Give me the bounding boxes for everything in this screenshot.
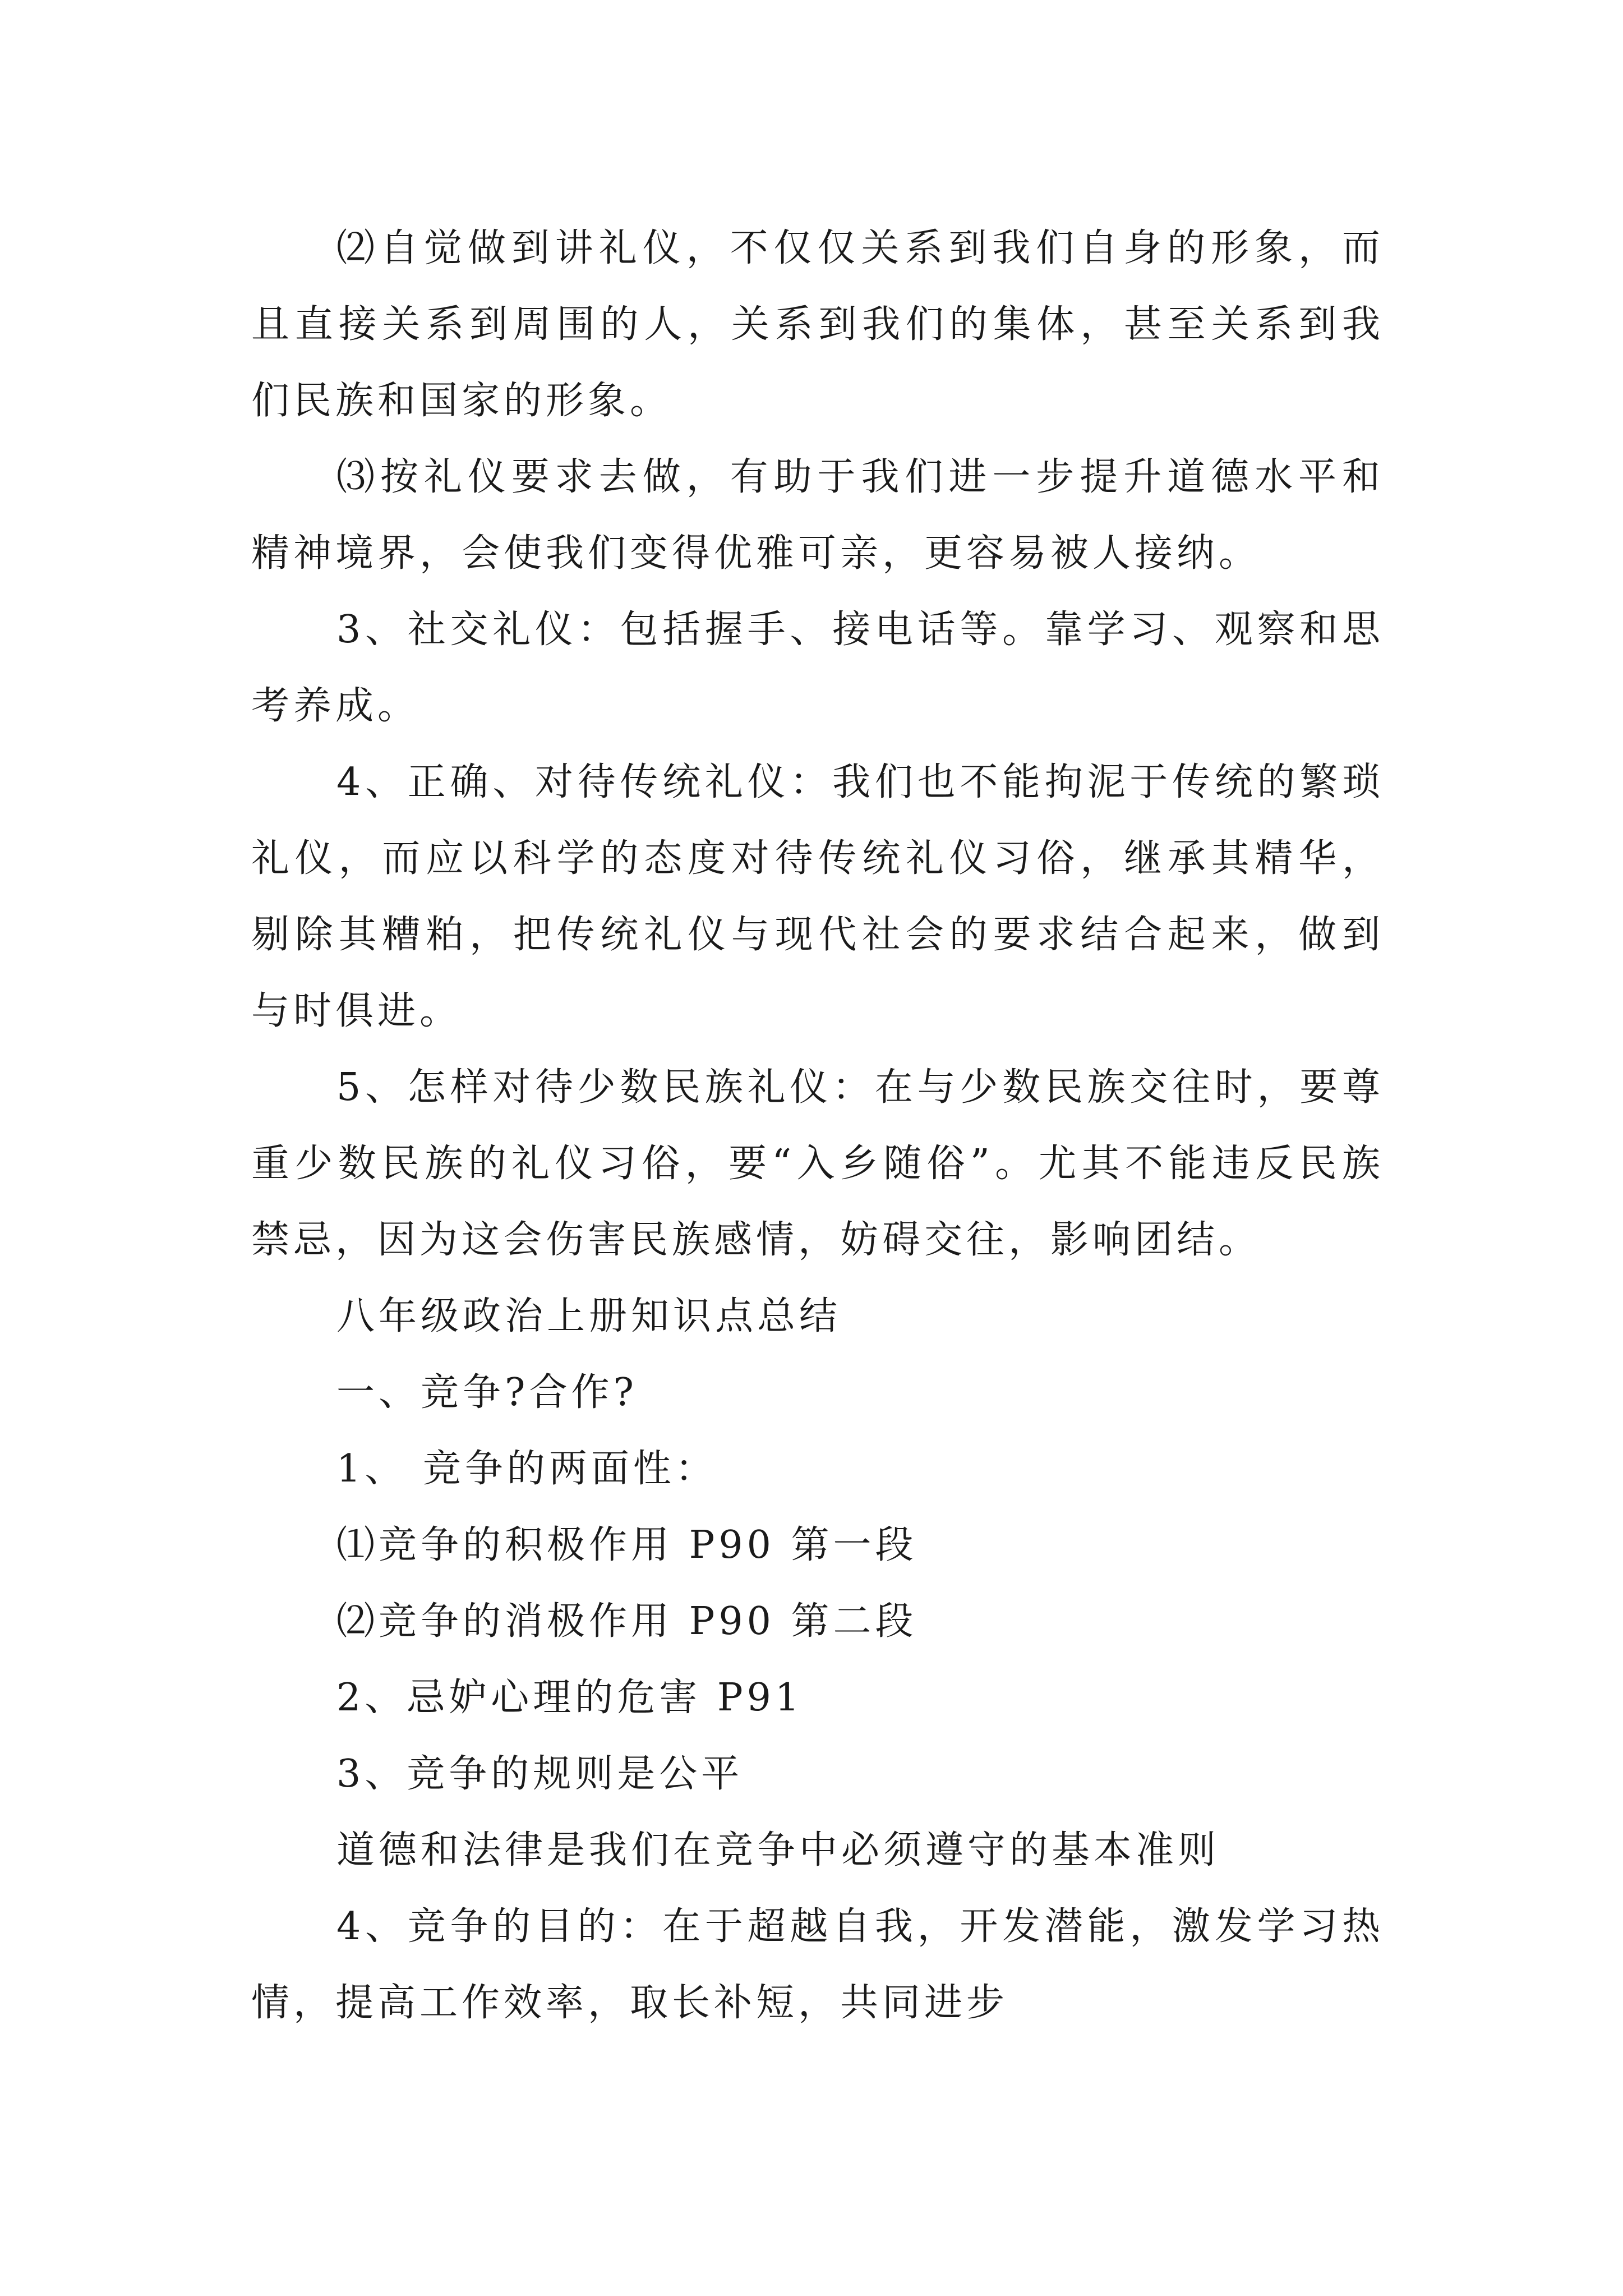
section-heading: 八年级政治上册知识点总结 — [336, 1294, 842, 1338]
list-item: ⑴竞争的积极作用 P90 第一段 — [336, 1523, 917, 1567]
paragraph-traditional-etiquette: 4、正确、对待传统礼仪：我们也不能拘泥于传统的繁琐礼仪，而应以科学的态度对待传统礼仪习俗，继承其精华，剔除其糟粕，把传统礼仪与现代社会的要求结合起来，做到与时俱进。 — [251, 760, 1384, 1033]
document-body — [251, 210, 1384, 2041]
paragraph-social-etiquette: 3、社交礼仪：包括握手、接电话等。靠学习、观察和思考养成。 — [251, 608, 1384, 728]
paragraph-minority-etiquette: 5、怎样对待少数民族礼仪：在与少数民族交往时，要尊重少数民族的礼仪习俗，要“入乡随俗”。尤其不能违反民族禁忌，因为这会伤害民族感情，妨碍交往，影响团结。 — [251, 1065, 1384, 1262]
paragraph-etiquette-image: ⑵自觉做到讲礼仪，不仅仅关系到我们自身的形象，而且直接关系到周围的人，关系到我们的集体，甚至关系到我们民族和国家的形象。 — [251, 226, 1384, 423]
chapter-heading: 一、竞争?合作? — [336, 1370, 638, 1415]
list-item: ⑵竞争的消极作用 P90 第二段 — [336, 1599, 917, 1644]
list-item: 道德和法律是我们在竞争中必须遵守的基本准则 — [336, 1828, 1220, 1872]
list-item: 3、竞争的规则是公平 — [336, 1752, 744, 1796]
list-item: 2、忌妒心理的危害 P91 — [336, 1676, 804, 1720]
paragraph-competition-purpose: 4、竞争的目的：在于超越自我，开发潜能，激发学习热情，提高工作效率，取长补短，共同进步 — [251, 1904, 1384, 2025]
list-item: 1、 竞争的两面性： — [336, 1447, 717, 1491]
paragraph-etiquette-morality: ⑶按礼仪要求去做，有助于我们进一步提升道德水平和精神境界，会使我们变得优雅可亲，更容易被人接纳。 — [251, 455, 1384, 576]
